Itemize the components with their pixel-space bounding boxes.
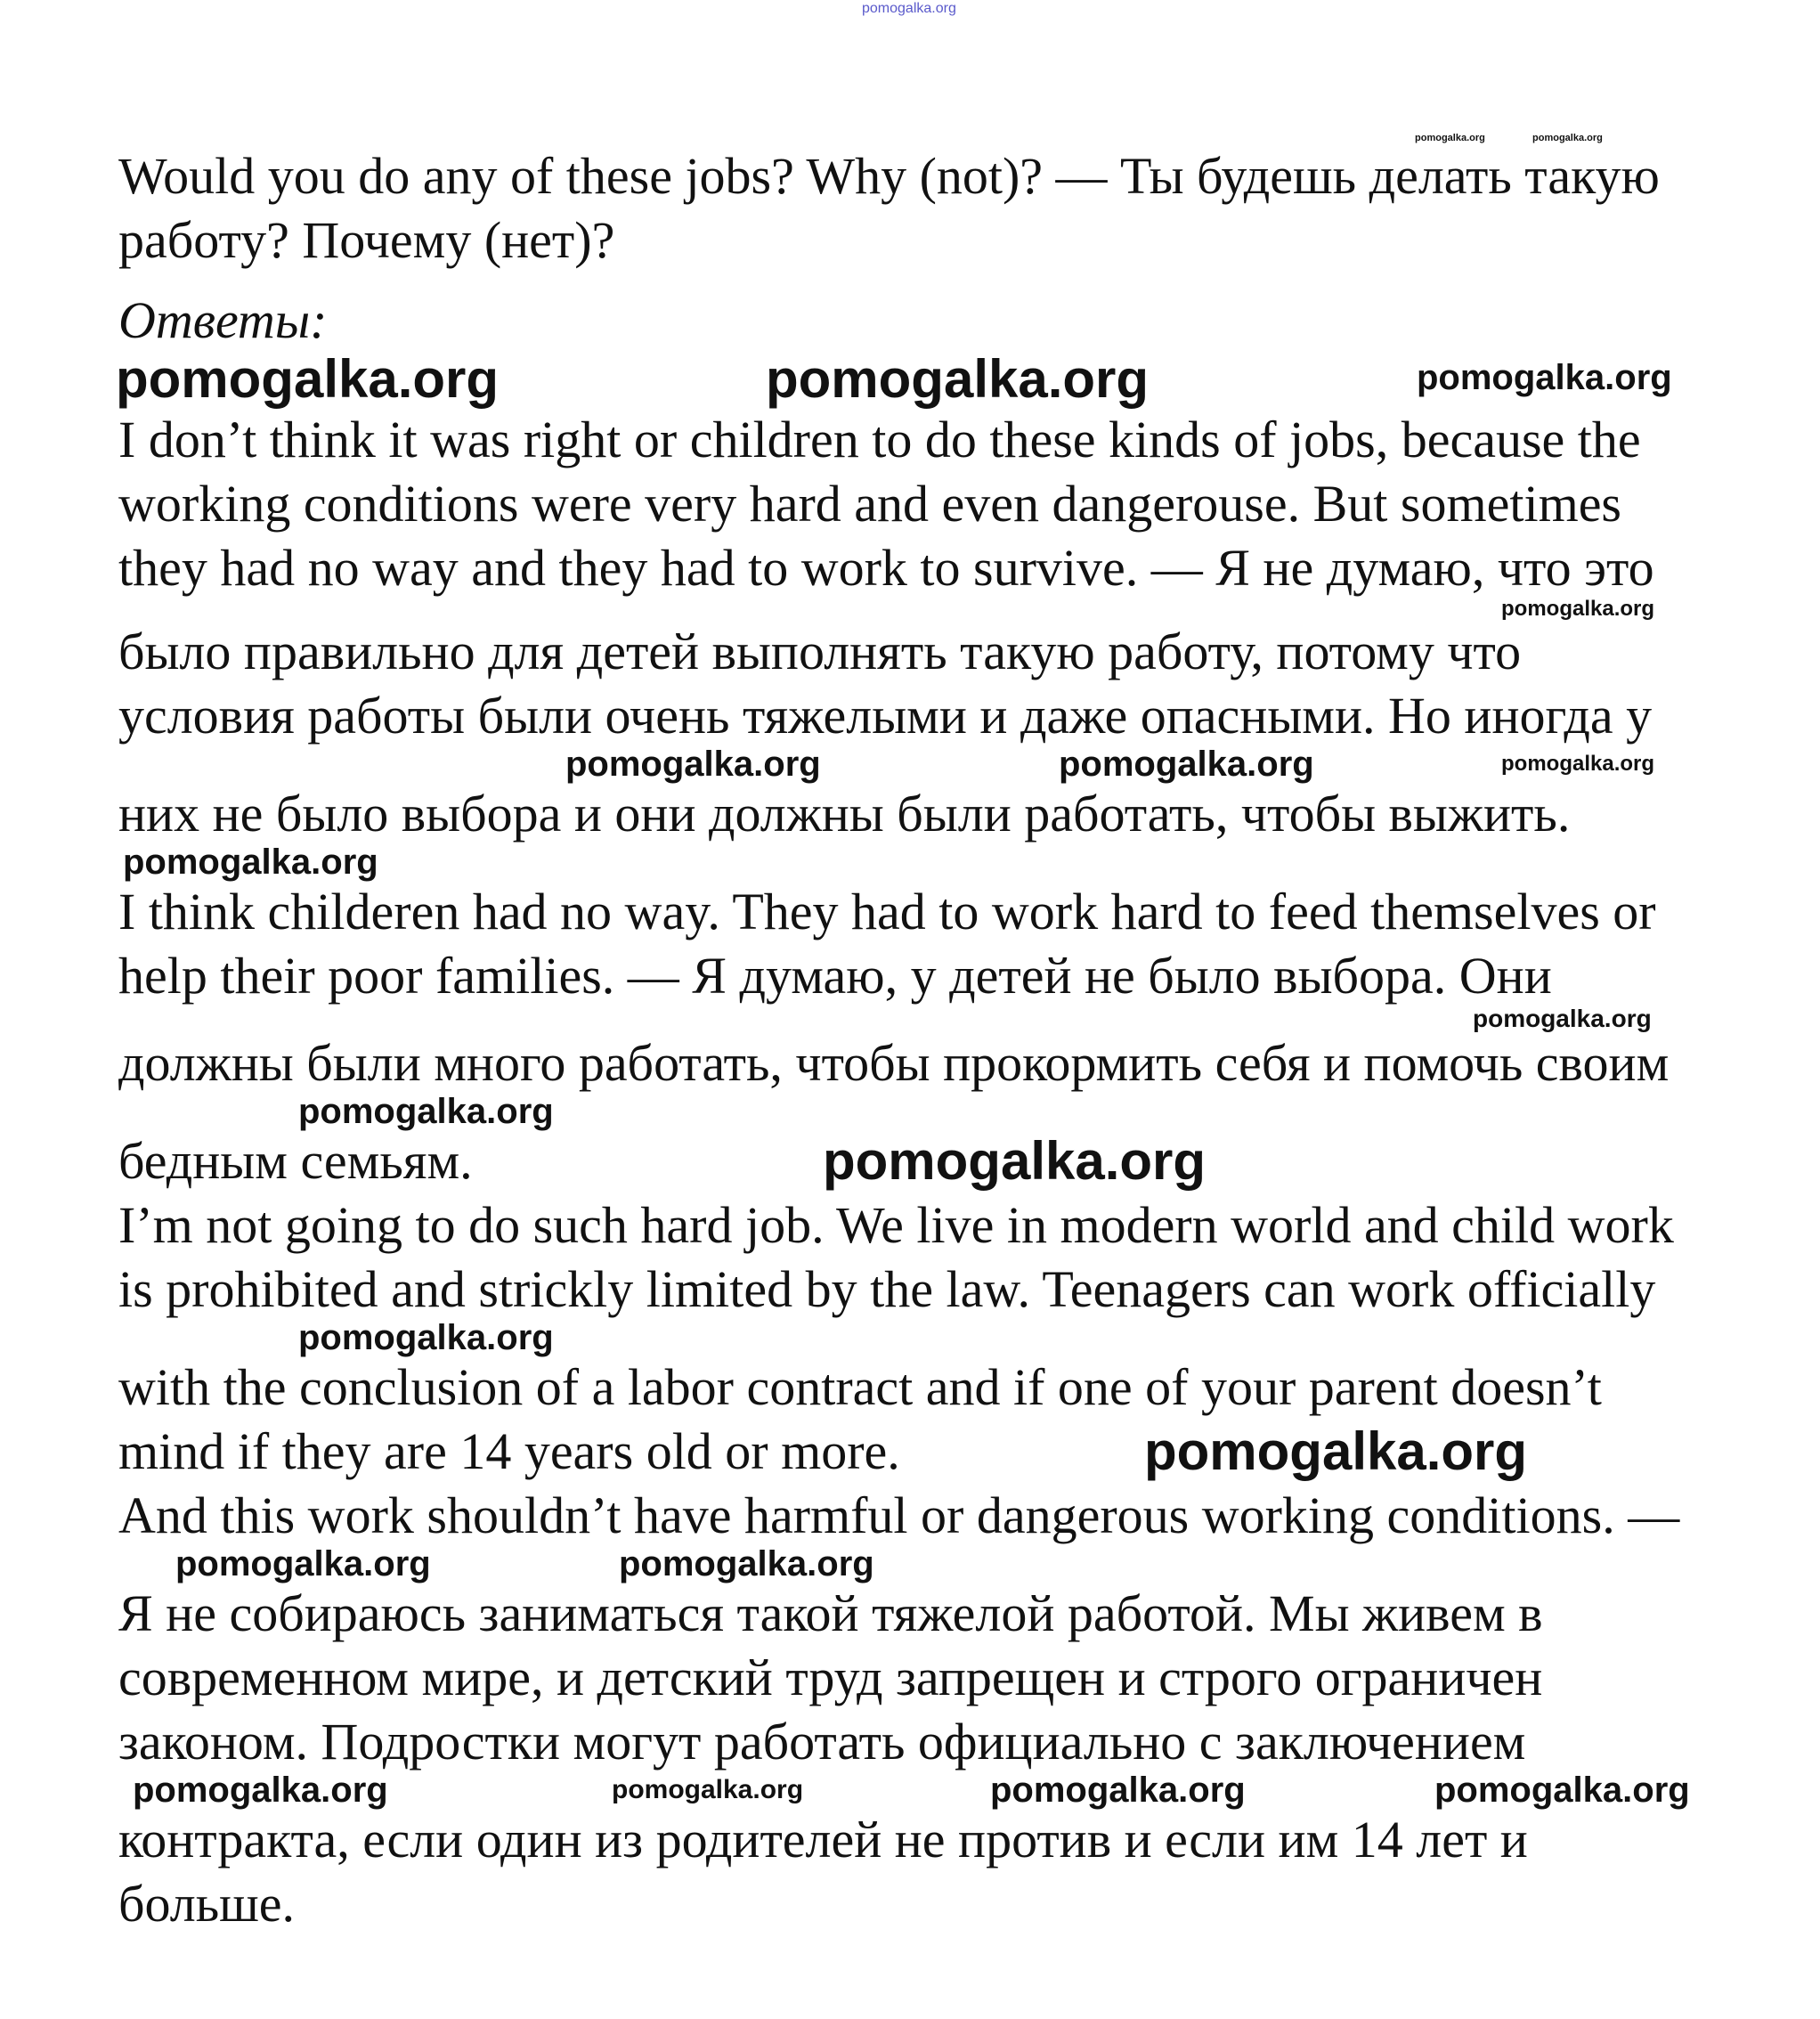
answer-line: контракта, если один из родителей не против и если им 14 лет и [118, 1811, 1528, 1868]
watermark: pomogalka.org [116, 349, 500, 409]
answer-line: современном мире, и детский труд запрещен и строго ограничен [118, 1649, 1543, 1706]
watermark: pomogalka.org [612, 1775, 804, 1804]
answer-line: I think childeren had no way. They had to work hard to feed themselves or [118, 883, 1656, 940]
watermark: pomogalka.org [1059, 745, 1314, 784]
answer-line: And this work shouldn’t have harmful or dangerous working conditions. — [118, 1486, 1680, 1544]
answer-line: должны были много работать, чтобы прокормить себя и помочь своим [118, 1034, 1670, 1092]
answer-line: is prohibited and strickly limited by the law. Teenagers can work officially [118, 1260, 1656, 1318]
watermark: pomogalka.org [619, 1544, 874, 1583]
watermark: pomogalka.org [1501, 752, 1655, 776]
header-watermark: pomogalka.org [862, 1, 956, 16]
question-line-1: Would you do any of these jobs? Why (not)? — Ты будешь делать такую [118, 147, 1660, 205]
watermark: pomogalka.org [123, 843, 378, 882]
answer-line: mind if they are 14 years old or more. [118, 1422, 900, 1480]
answer-line: they had no way and they had to work to survive. — Я не думаю, что это [118, 539, 1654, 597]
answer-line: условия работы были очень тяжелыми и даже опасными. Но иногда у [118, 687, 1653, 745]
watermark: pomogalka.org [1501, 597, 1655, 621]
watermark: pomogalka.org [1532, 133, 1603, 143]
watermark: pomogalka.org [298, 1318, 554, 1357]
answers-label: Ответы: [118, 291, 328, 349]
watermark: pomogalka.org [1473, 1005, 1652, 1032]
answer-line: законом. Подростки могут работать официально с заключением [118, 1713, 1526, 1771]
watermark: pomogalka.org [1434, 1771, 1690, 1810]
watermark: pomogalka.org [133, 1771, 388, 1810]
watermark: pomogalka.org [298, 1092, 554, 1131]
answer-line: help their poor families. — Я думаю, у детей не было выбора. Они [118, 947, 1552, 1005]
answer-line: бедным семьям. [118, 1132, 473, 1190]
watermark: pomogalka.org [766, 349, 1150, 409]
watermark: pomogalka.org [1415, 133, 1485, 143]
answer-line: было правильно для детей выполнять такую работу, потому что [118, 623, 1522, 680]
answer-line: Я не собираюсь заниматься такой тяжелой работой. Мы живем в [118, 1584, 1543, 1642]
answer-line: I’m not going to do such hard job. We live in modern world and child work [118, 1196, 1674, 1254]
question-line-2: работу? Почему (нет)? [118, 211, 615, 269]
watermark: pomogalka.org [823, 1131, 1207, 1191]
watermark: pomogalka.org [1417, 358, 1672, 397]
watermark: pomogalka.org [565, 745, 821, 784]
answer-line: with the conclusion of a labor contract and if one of your parent doesn’t [118, 1358, 1602, 1416]
watermark: pomogalka.org [1144, 1421, 1528, 1481]
watermark: pomogalka.org [175, 1544, 431, 1583]
answer-line: working conditions were very hard and even dangerouse. But sometimes [118, 475, 1622, 533]
answer-line: больше. [118, 1875, 296, 1933]
watermark: pomogalka.org [990, 1771, 1246, 1810]
answer-line: I don’t think it was right or children to do these kinds of jobs, because the [118, 411, 1641, 468]
answer-line: них не было выбора и они должны были работать, чтобы выжить. [118, 785, 1571, 843]
